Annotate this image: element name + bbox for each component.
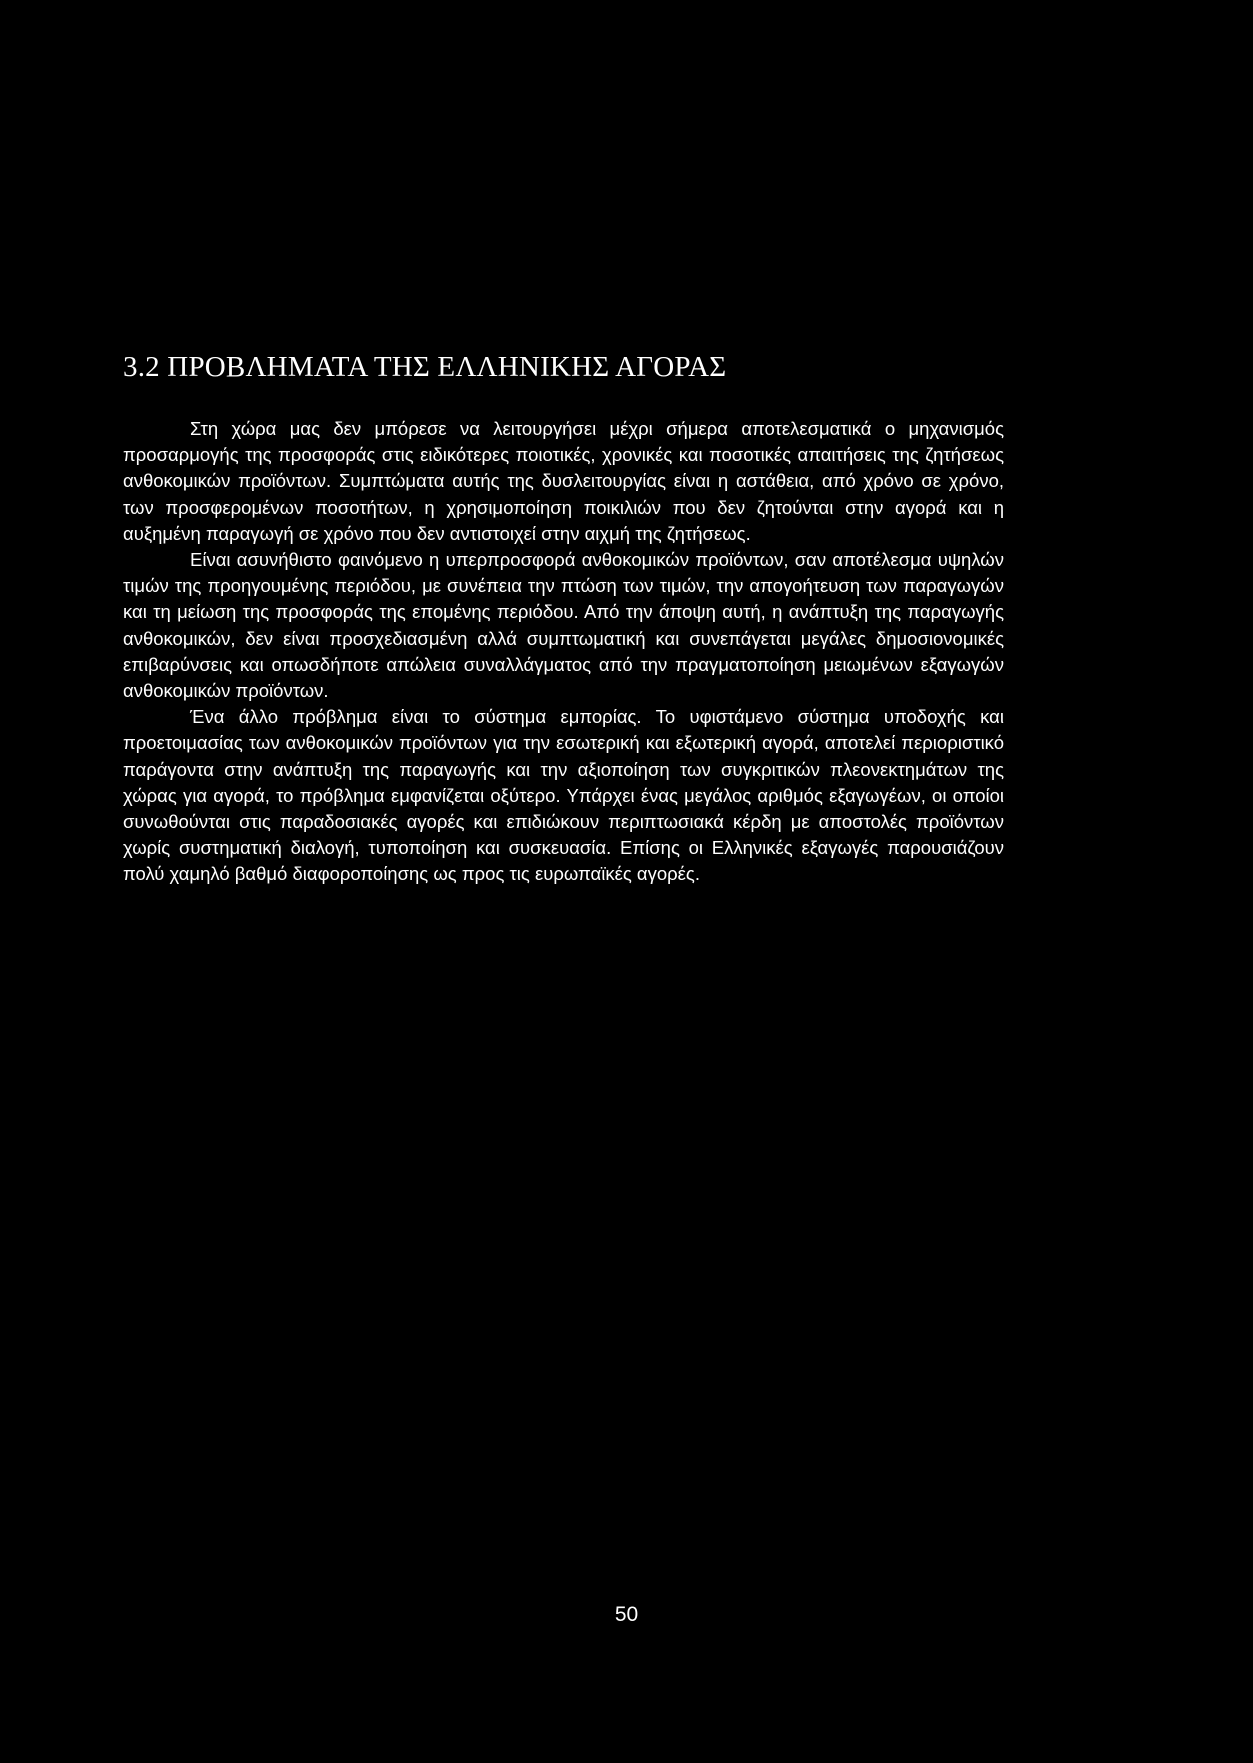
paragraph-2: Είναι ασυνήθιστο φαινόμενο η υπερπροσφορά ανθοκομικών προϊόντων, σαν αποτέλεσμα υψηλών τιμών της προηγουμένης περιόδου, με συνέπεια την πτώση των τιμών, την απογοήτευση των παραγωγών και τη μείωση της προσφοράς της επομένης περιόδου. Από την άποψη αυτή, η ανάπτυξη της παραγωγής ανθοκομικών, δεν είναι προσχεδιασμένη αλλά συμπτωματική και συνεπάγεται μεγάλες δημοσιονομικές επιβαρύνσεις και οπωσδήποτε απώλεια συναλλάγματος από την πραγματοποίηση μειωμένων εξαγωγών ανθοκομικών προϊόντων. — [123, 549, 1004, 702]
paragraph-1: Στη χώρα μας δεν μπόρεσε να λειτουργήσει μέχρι σήμερα αποτελεσματικά ο μηχανισμός προσαρμογής της προσφοράς στις ειδικότερες ποιοτικές, χρονικές και ποσοτικές απαιτήσεις της ζητήσεως ανθοκομικών προϊόντων. Συμπτώματα αυτής της δυσλειτουργίας είναι η αστάθεια, από χρόνο σε χρόνο, των προσφερομένων ποσοτήτων, η χρησιμοποίηση ποικιλιών που δεν ζητούνται στην αγορά και η αυξημένη παραγωγή σε χρόνο που δεν αντιστοιχεί στην αιχμή της ζητήσεως. — [123, 418, 1004, 544]
page-number: 50 — [614, 1603, 639, 1626]
body-text — [123, 416, 1004, 888]
paragraph-3: Ένα άλλο πρόβλημα είναι το σύστημα εμπορίας. Το υφιστάμενο σύστημα υποδοχής και προετοιμασίας των ανθοκομικών προϊόντων για την εσωτερική και εξωτερική αγορά, αποτελεί περιοριστικό παράγοντα στην ανάπτυξη της παραγωγής και την αξιοποίηση των συγκριτικών πλεονεκτημάτων της χώρας για αγορά, το πρόβλημα εμφανίζεται οξύτερο. Υπάρχει ένας μεγάλος αριθμός εξαγωγέων, οι οποίοι συνωθούνται στις παραδοσιακές αγορές και επιδιώκουν περιπτωσιακά κέρδη με αποστολές προϊόντων χωρίς συστηματική διαλογή, τυποποίηση και συσκευασία. Επίσης οι Ελληνικές εξαγωγές παρουσιάζουν πολύ χαμηλό βαθμό διαφοροποίησης ως προς τις ευρωπαϊκές αγορές. — [123, 706, 1004, 885]
section-heading: 3.2 ΠΡΟΒΛΗΜΑΤΑ ΤΗΣ ΕΛΛΗΝΙΚΗΣ ΑΓΟΡΑΣ — [123, 351, 727, 383]
